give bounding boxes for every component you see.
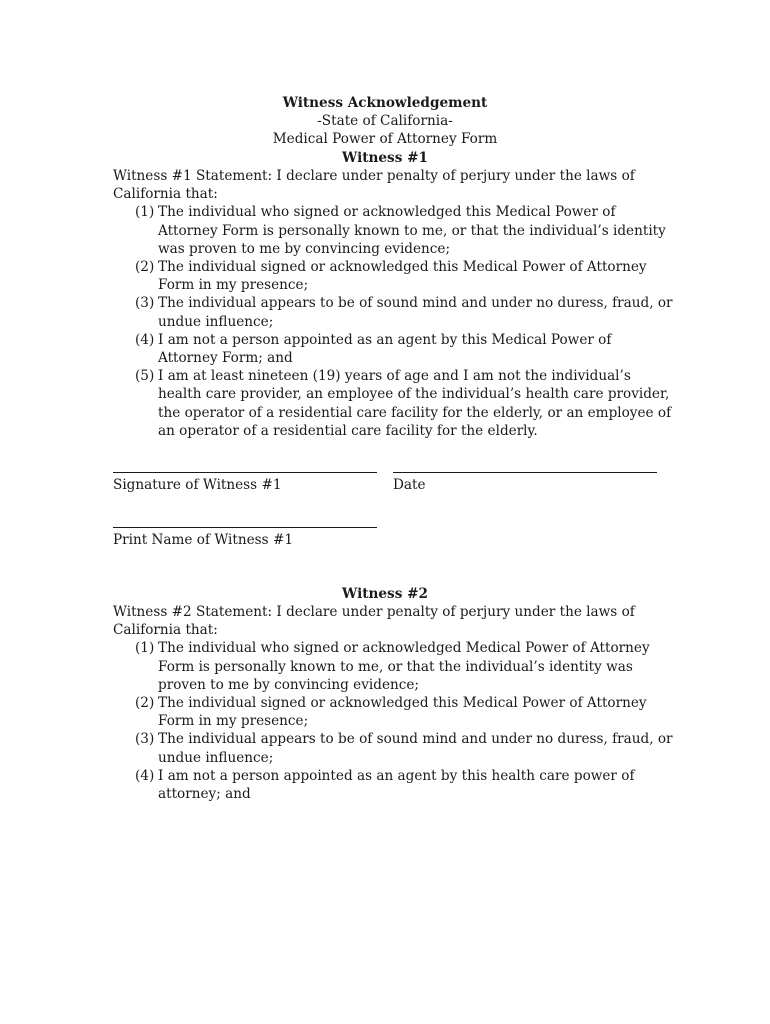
item-text: The individual who signed or acknowledged this Medical Power of Attorney Form is personally known to me, or that the individual’s identity was proven to me by convincing evidence; (158, 204, 666, 257)
item-number: (4) (135, 331, 155, 348)
item-number: (3) (135, 295, 155, 312)
witness1-list (113, 203, 673, 440)
list-item (113, 294, 673, 330)
witness2-list (113, 639, 673, 803)
item-number: (1) (135, 640, 155, 657)
item-number: (2) (135, 695, 155, 712)
list-item (113, 203, 673, 258)
witness2-statement: Witness #2 Statement: I declare under penalty of perjury under the laws of California that: (113, 604, 635, 639)
date-label-witness1: Date (393, 477, 426, 493)
item-number: (2) (135, 259, 155, 276)
item-text: The individual who signed or acknowledged Medical Power of Attorney Form is personally known to me, or that the individual’s identity was proven to me by convincing evidence; (158, 640, 650, 693)
item-text: I am at least nineteen (19) years of age and I am not the individual’s health care provider, an employee of the individual’s health care provider, the operator of a residential care facility for the elderly, or an employee of an operator of a residential care facility for the elderly. (158, 368, 672, 439)
item-text: The individual signed or acknowledged this Medical Power of Attorney Form in my presence; (158, 695, 647, 730)
document-title: Witness Acknowledgement (282, 95, 488, 111)
witness1-heading: Witness #1 (342, 149, 428, 166)
item-text: The individual appears to be of sound mind and under no duress, fraud, or undue influence; (158, 731, 673, 766)
item-text: I am not a person appointed as an agent by this health care power of attorney; and (158, 767, 635, 803)
item-text: I am not a person appointed as an agent by this Medical Power of Attorney Form; and (158, 331, 612, 367)
form-name: Medical Power of Attorney Form (272, 131, 498, 148)
list-item (113, 258, 673, 294)
list-item (113, 694, 673, 730)
witness2-header (0, 585, 770, 603)
list-item (113, 639, 673, 694)
list-item (113, 730, 673, 766)
date-line-witness1[interactable] (393, 472, 657, 473)
item-number: (4) (135, 767, 155, 784)
item-number: (3) (135, 731, 155, 748)
witness1-statement: Witness #1 Statement: I declare under penalty of perjury under the laws of California that: (113, 168, 635, 203)
print-name-label-witness1: Print Name of Witness #1 (113, 532, 293, 548)
state-subtitle: -State of California- (317, 113, 453, 130)
signature-line-witness1[interactable] (113, 472, 377, 473)
witness1-section (113, 167, 673, 440)
document-header (0, 94, 770, 167)
item-text: The individual signed or acknowledged this Medical Power of Attorney Form in my presence; (158, 259, 647, 294)
list-item (113, 767, 673, 803)
item-text: The individual appears to be of sound mind and under no duress, fraud, or undue influence; (158, 295, 673, 330)
list-item (113, 331, 673, 367)
signature-label-witness1: Signature of Witness #1 (113, 477, 282, 493)
item-number: (5) (135, 368, 155, 385)
list-item (113, 367, 673, 440)
witness2-section (113, 603, 673, 803)
witness2-heading: Witness #2 (342, 586, 428, 602)
print-name-line-witness1[interactable] (113, 527, 377, 528)
item-number: (1) (135, 204, 155, 221)
